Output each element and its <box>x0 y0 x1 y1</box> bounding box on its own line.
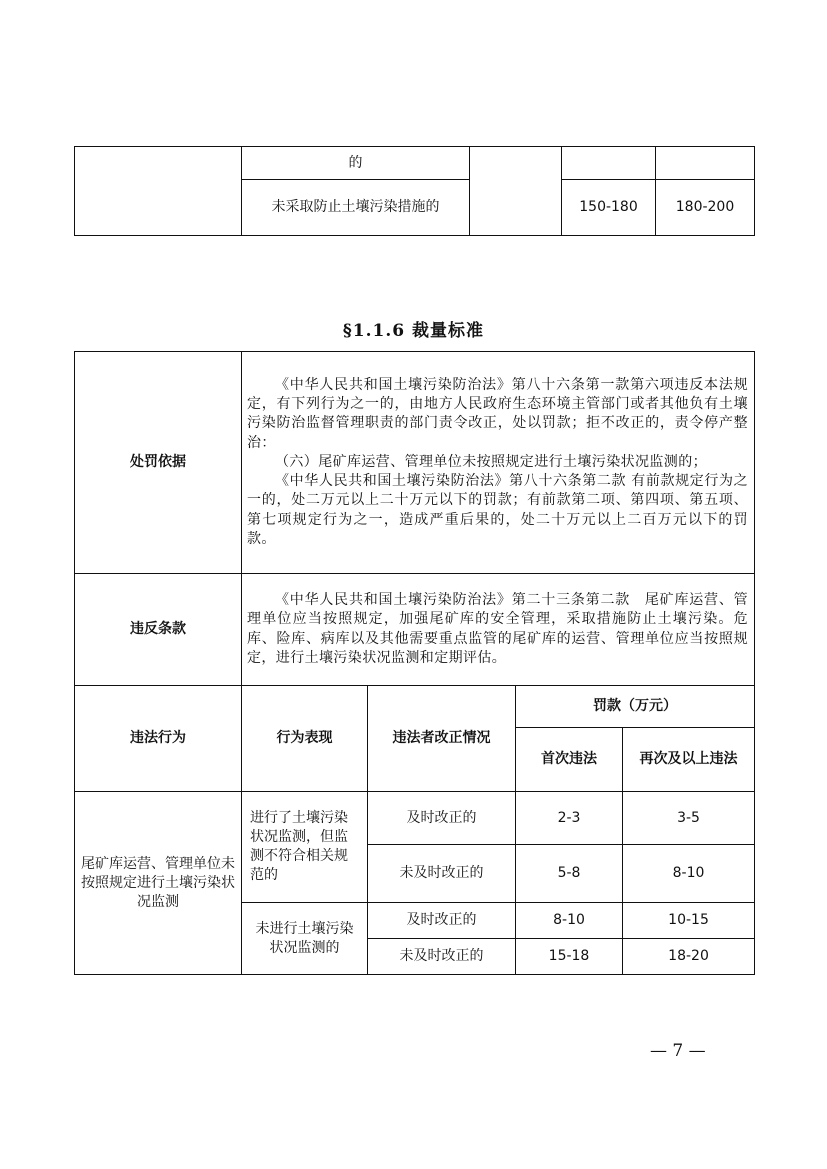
violated-clause-label: 违反条款 <box>75 574 242 686</box>
header-correction: 违法者改正情况 <box>368 686 516 792</box>
discretion-standard-table <box>74 351 755 975</box>
correction-cell: 未及时改正的 <box>368 939 516 975</box>
first-fine-cell: 5-8 <box>516 845 623 903</box>
violated-clause-text <box>242 574 755 686</box>
repeat-fine-cell-empty <box>656 147 755 180</box>
first-fine-cell: 2-3 <box>516 792 623 845</box>
repeat-fine-cell: 3-5 <box>623 792 755 845</box>
violated-paragraph: 《中华人民共和国土壤污染防治法》第二十三条第二款 尾矿库运营、管理单位应当按照规定，加强尾矿库的安全管理，采取措施防止土壤污染。危库、险库、病库以及其他需要重点监管的尾矿库的运营、管理单位应当按照规定，进行土壤污染状况监测和定期评估。 <box>247 592 749 666</box>
correction-cell-empty <box>470 147 562 236</box>
basis-label: 处罚依据 <box>75 352 242 574</box>
repeat-fine-cell: 10-15 <box>623 903 755 939</box>
correction-cell: 及时改正的 <box>368 903 516 939</box>
basis-paragraph: 《中华人民共和国土壤污染防治法》第八十六条第一款第六项违反本法规定，有下列行为之一的，由地方人民政府生态环境主管部门或者其他负有土壤污染防治监督管理职责的部门责令改正，处以罚款；拒不改正的，责令停产整治： <box>247 377 749 451</box>
first-fine-cell: 8-10 <box>516 903 623 939</box>
continued-fine-table <box>74 146 755 236</box>
first-fine-cell: 15-18 <box>516 939 623 975</box>
header-repeat: 再次及以上违法 <box>623 728 755 792</box>
header-fine: 罚款（万元） <box>516 686 755 728</box>
basis-text <box>242 352 755 574</box>
section-title: §1.1.6 裁量标准 <box>342 321 485 341</box>
repeat-fine-cell: 180-200 <box>656 180 755 236</box>
header-behavior: 行为表现 <box>242 686 368 792</box>
correction-cell: 未及时改正的 <box>368 845 516 903</box>
correction-cell: 及时改正的 <box>368 792 516 845</box>
behavior-cell: 未采取防止土壤污染措施的 <box>242 180 470 236</box>
repeat-fine-cell: 8-10 <box>623 845 755 903</box>
page-number: — 7 — <box>650 1041 706 1061</box>
behavior-cell: 的 <box>242 147 470 180</box>
basis-paragraph: （六）尾矿库运营、管理单位未按照规定进行土壤污染状况监测的； <box>275 453 707 470</box>
first-fine-cell: 150-180 <box>562 180 656 236</box>
repeat-fine-cell: 18-20 <box>623 939 755 975</box>
header-first: 首次违法 <box>516 728 623 792</box>
header-violation: 违法行为 <box>75 686 242 792</box>
violation-cell-empty <box>75 147 242 236</box>
behavior-cell: 未进行土壤污染状况监测的 <box>242 903 368 975</box>
behavior-cell: 进行了土壤污染状况监测，但监测不符合相关规范的 <box>242 792 368 903</box>
basis-paragraph: 《中华人民共和国土壤污染防治法》第八十六条第二款 有前款规定行为之一的，处二万元以上二十万元以下的罚款；有前款第二项、第四项、第五项、第七项规定行为之一，造成严重后果的，处二十万元以上二百万元以下的罚款。 <box>247 473 749 547</box>
first-fine-cell-empty <box>562 147 656 180</box>
violation-cell: 尾矿库运营、管理单位未按照规定进行土壤污染状况监测 <box>75 792 242 975</box>
